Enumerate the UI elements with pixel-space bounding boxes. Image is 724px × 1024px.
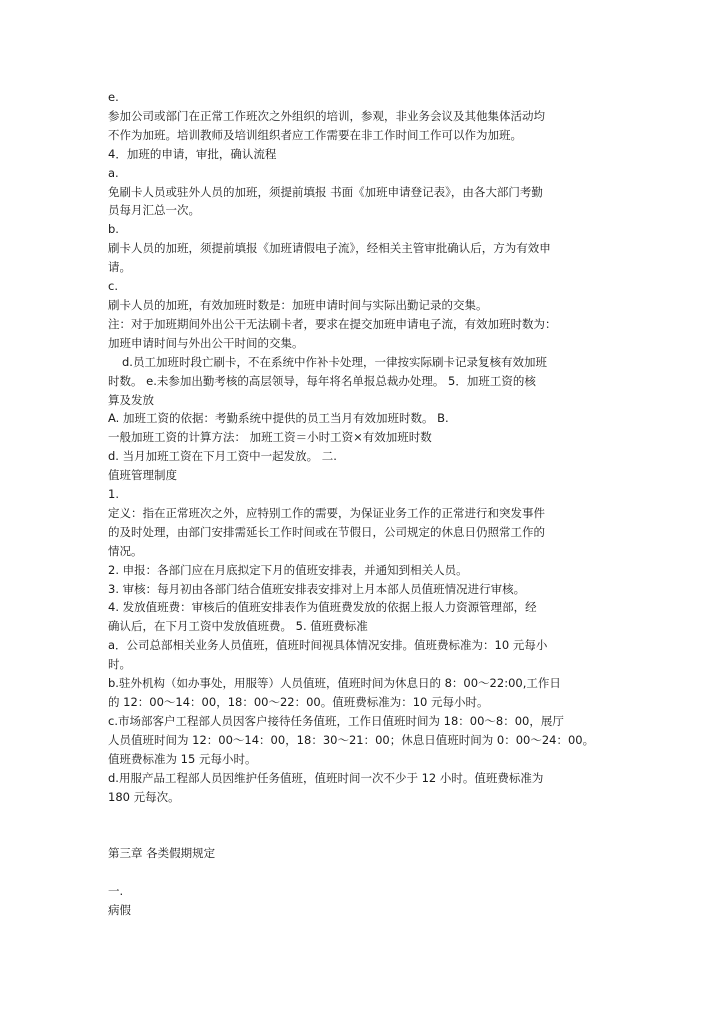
text-line: b.驻外机构（如办事处，用服等）人员值班，值班时间为休息日的 8：00～22:00,工作日 bbox=[108, 676, 561, 691]
note-line: 注：对于加班期间外出公干无法刷卡者，要求在提交加班申请电子流，有效加班时数为： bbox=[108, 316, 557, 331]
text-line: 情况。 bbox=[108, 543, 143, 558]
text-line: d. 当月加班工资在下月工资中一起发放。 二. bbox=[108, 449, 337, 464]
text-line: 请。 bbox=[108, 260, 131, 275]
text-line: d.员工加班时段亡刷卡，不在系统中作补卡处理，一律按实际刷卡记录复核有效加班 bbox=[122, 354, 547, 369]
spacer bbox=[108, 806, 600, 844]
text-line: 免刷卡人员或驻外人员的加班，须提前填报 书面《加班申请登记表》，由各大部门考勤 bbox=[108, 184, 543, 199]
text-line: 人员值班时间为 12：00～14：00，18：30～21：00；休息日值班时间为 0：00～24：00。 bbox=[108, 732, 595, 747]
text-line: 刷卡人员的加班，有效加班时数是：加班申请时间与实际出勤记录的交集。 bbox=[108, 297, 488, 312]
text-line: 参加公司或部门在正常工作班次之外组织的培训，参观，非业务会议及其他集体活动均 bbox=[108, 108, 545, 123]
list-marker-c: c. bbox=[108, 279, 118, 294]
text-line: 一般加班工资的计算方法： 加班工资＝小时工资×有效加班时数 bbox=[108, 430, 432, 445]
text-line: 值班费标准为 15 元每小时。 bbox=[108, 751, 257, 766]
section-number: 一. bbox=[108, 884, 124, 899]
text-line: 时。 bbox=[108, 657, 131, 672]
section-title: 病假 bbox=[108, 903, 131, 918]
text-line: 定义：指在正常班次之外，应特别工作的需要，为保证业务工作的正常进行和突发事件 bbox=[108, 505, 545, 520]
text-line: A. 加班工资的依据：考勤系统中提供的员工当月有效加班时数。 B. bbox=[108, 411, 449, 426]
list-marker-1: 1. bbox=[108, 487, 119, 502]
note-line: 加班申请时间与外出公干时间的交集。 bbox=[108, 335, 304, 350]
text-line: c.市场部客户工程部人员因客户接待任务值班，工作日值班时间为 18：00～8：00，展厅 bbox=[108, 713, 564, 728]
text-line: 2. 申报：各部门应在月底拟定下月的值班安排表，并通知到相关人员。 bbox=[108, 562, 468, 577]
text-line: 刷卡人员的加班，须提前填报《加班请假电子流》，经相关主管审批确认后，方为有效申 bbox=[108, 241, 551, 256]
heading-overtime-process: 4．加班的申请，审批，确认流程 bbox=[108, 146, 277, 161]
heading-duty-system: 值班管理制度 bbox=[108, 468, 177, 483]
list-marker-a: a. bbox=[108, 165, 119, 180]
text-line: 180 元每次。 bbox=[108, 789, 180, 804]
text-line: 不作为加班。培训教师及培训组织者应工作需要在非工作时间工作可以作为加班。 bbox=[108, 127, 522, 142]
text-line: 算及发放 bbox=[108, 392, 154, 407]
text-line: a．公司总部相关业务人员值班，值班时间视具体情况安排。值班费标准为：10 元每小 bbox=[108, 638, 548, 653]
text-line: 员每月汇总一次。 bbox=[108, 203, 200, 218]
text-line: 确认后，在下月工资中发放值班费。 5. 值班费标准 bbox=[108, 619, 368, 634]
text-line: d.用服产品工程部人员因维护任务值班，值班时间一次不少于 12 小时。值班费标准为 bbox=[108, 770, 544, 785]
text-line: 的 12：00～14：00，18：00～22：00。值班费标准为：10 元每小时。 bbox=[108, 695, 489, 709]
text-line: 3. 审核：每月初由各部门结合值班安排表安排对上月本部人员值班情况进行审核。 bbox=[108, 581, 526, 596]
spacer bbox=[108, 863, 600, 882]
text-line: 4. 发放值班费：审核后的值班安排表作为值班费发放的依据上报人力资源管理部，经 bbox=[108, 600, 537, 615]
list-marker-b: b. bbox=[108, 222, 119, 237]
chapter-title: 第三章 各类假期规定 bbox=[108, 846, 216, 861]
text-line: 的及时处理，由部门安排需延长工作时间或在节假日，公司规定的休息日仍照常工作的 bbox=[108, 524, 545, 539]
document-body bbox=[108, 88, 600, 920]
list-marker-e: e. bbox=[108, 90, 119, 104]
text-line: 时数。 e.未参加出勤考核的高层领导，每年将名单报总裁办处理。 5．加班工资的核 bbox=[108, 373, 536, 388]
